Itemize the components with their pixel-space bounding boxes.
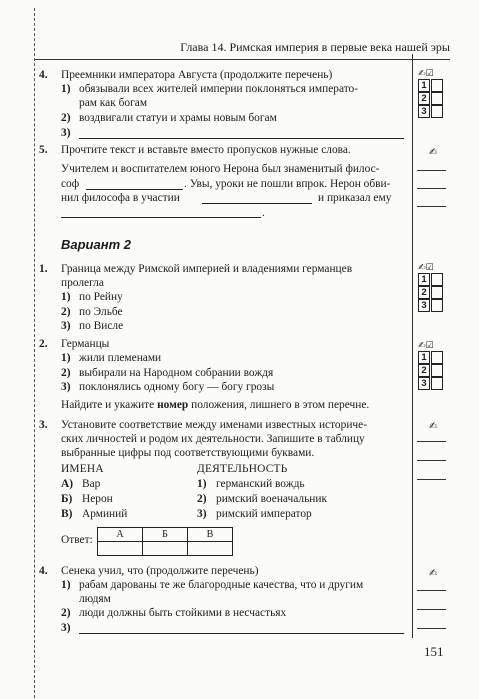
question-text: Преемники императора Августа (продолжите перечень)	[61, 69, 333, 81]
item-text: по Висле	[79, 320, 124, 332]
activity-text: римский император	[216, 508, 312, 520]
answer-table-letter: Б	[143, 528, 188, 542]
task-instruction-end: положения, лишнего в этом перечне.	[191, 399, 370, 411]
name-letter: В)	[61, 508, 73, 520]
answer-checkbox[interactable]	[431, 273, 443, 286]
item-text-continued: людям	[79, 593, 111, 605]
answer-blank[interactable]	[86, 189, 183, 190]
item-number: 3)	[61, 381, 71, 393]
cut-line	[34, 8, 35, 698]
question-number: 4.	[39, 565, 48, 577]
passage-end: .	[262, 207, 265, 219]
passage-line: Учителем и воспитателем юного Нерона был знаменитый филос-	[61, 163, 380, 175]
checkbox-number: 1	[418, 273, 430, 286]
task-instruction-start: Найдите и укажите	[61, 399, 155, 411]
page-number: 151	[424, 644, 444, 659]
activity-number: 2)	[197, 493, 207, 505]
answer-checkbox[interactable]	[431, 377, 443, 390]
item-text: по Эльбе	[79, 306, 123, 318]
answer-blank[interactable]	[79, 138, 404, 139]
answer-table	[97, 527, 233, 556]
answer-table-cell[interactable]	[188, 542, 233, 556]
answer-checkbox[interactable]	[431, 92, 443, 105]
item-number: 2)	[61, 607, 71, 619]
answer-line[interactable]	[417, 441, 446, 442]
pen-check-icon: ✍☑	[418, 341, 434, 351]
header-rule	[35, 59, 450, 60]
answer-blank[interactable]	[79, 633, 404, 634]
page-header: Глава 14. Римская империя в первые века нашей эры	[180, 40, 450, 54]
checkbox-number: 2	[418, 364, 430, 377]
question-number: 4.	[39, 69, 48, 81]
item-text: люди должны быть стойкими в несчастьях	[79, 607, 287, 619]
answer-checkbox[interactable]	[431, 299, 443, 312]
answer-checkbox[interactable]	[431, 286, 443, 299]
item-number: 1)	[61, 83, 71, 95]
answer-table-letter: А	[98, 528, 143, 542]
answer-checkbox[interactable]	[431, 351, 443, 364]
checkbox-group	[418, 69, 442, 118]
item-number: 1)	[61, 352, 71, 364]
answer-table-letter: В	[188, 528, 233, 542]
checkbox-group	[418, 341, 442, 390]
checkbox-number: 1	[418, 79, 430, 92]
checkbox-number: 2	[418, 92, 430, 105]
question-number: 5.	[39, 144, 48, 156]
item-text: жили племенами	[79, 352, 162, 364]
pen-icon: ✍	[429, 421, 438, 432]
pen-check-icon: ✍☑	[418, 263, 434, 273]
question-text: Прочтите текст и вставьте вместо пропусков нужные слова.	[61, 144, 351, 156]
checkbox-number: 3	[418, 105, 430, 118]
answer-line[interactable]	[417, 206, 446, 207]
item-number: 2)	[61, 112, 71, 124]
item-text: обязывали всех жителей империи поклоняться императо-	[79, 83, 359, 95]
task-instruction	[61, 398, 369, 412]
answer-label: Ответ:	[61, 534, 93, 546]
passage-line: и приказал ему	[318, 192, 392, 204]
item-text: рабам дарованы те же благородные качества, что и другим	[79, 579, 364, 591]
checkbox-number: 2	[418, 286, 430, 299]
answer-checkbox[interactable]	[431, 105, 443, 118]
item-number: 1)	[61, 579, 71, 591]
activity-number: 3)	[197, 508, 207, 520]
answer-line[interactable]	[417, 609, 446, 610]
question-text-continued: ских личностей и родом их деятельности. Запишите в таблицу	[61, 433, 365, 445]
item-text: воздвигали статуи и храмы новым богам	[79, 112, 277, 124]
name-letter: А)	[61, 478, 74, 490]
item-text: выбирали на Народном собрании вождя	[79, 367, 274, 379]
item-number: 3)	[61, 320, 71, 332]
item-text-continued: рам как богам	[79, 97, 148, 109]
question-text: Сенека учил, что (продолжите перечень)	[61, 565, 259, 577]
question-text-continued: выбранные цифры под соответствующими буквами.	[61, 447, 315, 459]
answer-table-cell[interactable]	[143, 542, 188, 556]
name-text: Вар	[82, 478, 101, 490]
item-number: 2)	[61, 367, 71, 379]
question-number: 1.	[39, 263, 48, 275]
margin-column-rule	[412, 54, 413, 638]
passage-line: . Увы, уроки не пошли впрок. Нерон обви-	[184, 178, 391, 190]
name-letter: Б)	[61, 493, 73, 505]
checkbox-number: 3	[418, 377, 430, 390]
activity-header: ДЕЯТЕЛЬНОСТЬ	[197, 463, 288, 475]
answer-blank[interactable]	[61, 217, 261, 218]
item-number: 1)	[61, 291, 71, 303]
answer-table-cell[interactable]	[98, 542, 143, 556]
pen-icon: ✍	[429, 147, 438, 158]
answer-checkbox[interactable]	[431, 364, 443, 377]
pen-check-icon: ✍☑	[418, 69, 434, 79]
question-number: 2.	[39, 338, 48, 350]
item-text: по Рейну	[79, 291, 123, 303]
checkbox-number: 3	[418, 299, 430, 312]
answer-line[interactable]	[417, 188, 446, 189]
answer-line[interactable]	[417, 170, 446, 171]
passage-line: соф	[61, 178, 80, 190]
item-number: 3)	[61, 127, 71, 139]
task-instruction-keyword: номер	[157, 399, 189, 411]
name-text: Нерон	[82, 493, 113, 505]
answer-line[interactable]	[417, 479, 446, 480]
question-text: Граница между Римской империей и владениями германцев	[61, 263, 353, 275]
variant-title: Вариант 2	[61, 237, 131, 252]
name-text: Арминий	[82, 508, 128, 520]
activity-number: 1)	[197, 478, 207, 490]
activity-text: римский военачальник	[216, 493, 328, 505]
item-number: 3)	[61, 622, 71, 634]
answer-line[interactable]	[417, 460, 446, 461]
answer-checkbox[interactable]	[431, 79, 443, 92]
answer-line[interactable]	[417, 628, 446, 629]
answer-line[interactable]	[417, 590, 446, 591]
passage-line: нил философа в участии	[61, 192, 180, 204]
checkbox-group	[418, 263, 442, 312]
question-number: 3.	[39, 419, 48, 431]
names-header: ИМЕНА	[61, 463, 104, 475]
answer-blank[interactable]	[202, 203, 312, 204]
question-text: Германцы	[61, 338, 110, 350]
checkbox-number: 1	[418, 351, 430, 364]
item-text: поклонялись одному богу — богу грозы	[79, 381, 275, 393]
pen-icon: ✍	[429, 568, 438, 579]
activity-text: германский вождь	[216, 478, 305, 490]
question-text-continued: пролегла	[61, 277, 104, 289]
question-text: Установите соответствие между именами известных историче-	[61, 419, 367, 431]
item-number: 2)	[61, 306, 71, 318]
